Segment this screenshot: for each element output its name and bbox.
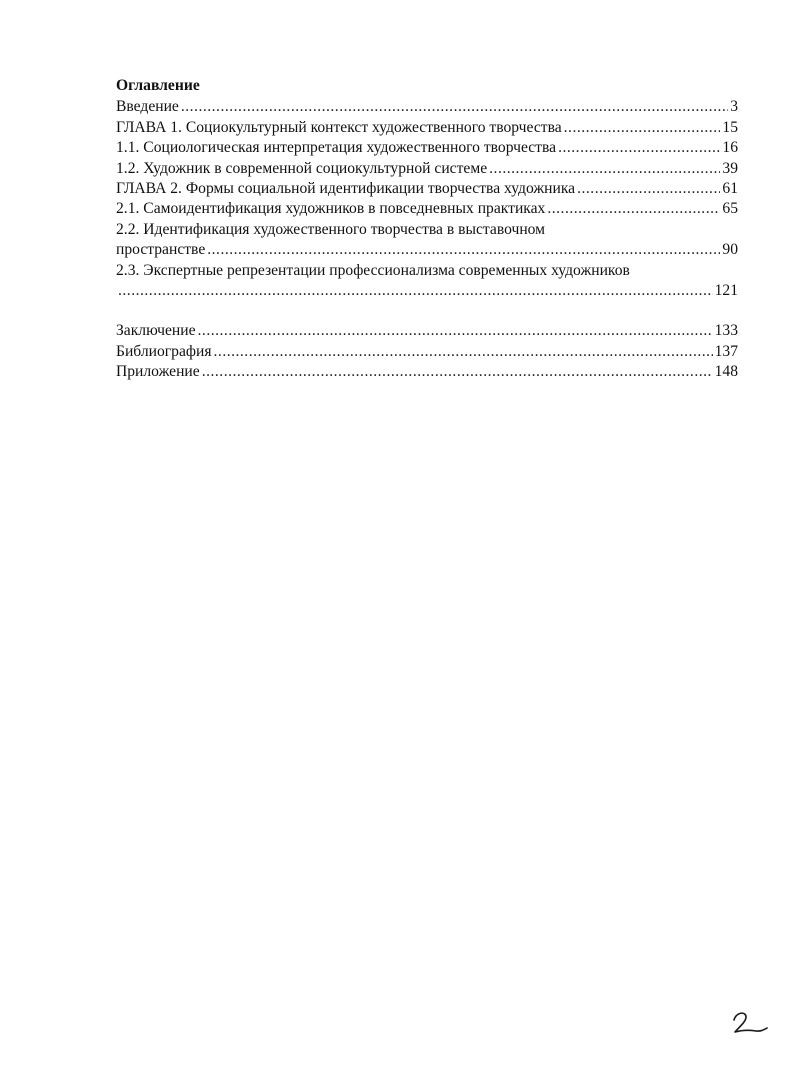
toc-page-number: 133 (714, 322, 738, 340)
dot-leader (198, 321, 713, 341)
toc-page-number: 16 (722, 139, 738, 157)
toc-entry-label: 1.1. Социологическая интерпретация художественного творчества (116, 139, 557, 157)
toc-entry-label: ГЛАВА 2. Формы социальной идентификации творчества художника (116, 180, 576, 198)
toc-entry-label: 2.3. Экспертные репрезентации профессионализма современных художников (116, 261, 630, 279)
toc-entry-section-1-2[interactable] (116, 159, 738, 179)
dot-leader (577, 179, 720, 199)
toc-page-number: 121 (714, 282, 738, 300)
dot-leader (207, 240, 720, 260)
toc-entry-bibliography[interactable] (116, 342, 738, 362)
toc-page-number: 148 (714, 363, 738, 381)
dot-leader (214, 342, 713, 362)
toc-list (116, 97, 738, 382)
toc-entry-chapter-2[interactable] (116, 179, 738, 199)
toc-entry-label: 2.1. Самоидентификация художников в повседневных практиках (116, 200, 546, 218)
toc-page-number: 65 (722, 200, 738, 218)
toc-page-number: 61 (722, 180, 738, 198)
toc-entry-chapter-1[interactable] (116, 118, 738, 138)
dot-leader (202, 362, 713, 382)
dot-leader (547, 199, 720, 219)
dot-leader (558, 138, 720, 158)
toc-page-number: 15 (722, 118, 738, 136)
toc-title: Оглавление (116, 77, 200, 94)
toc-entry-section-2-1[interactable] (116, 199, 738, 219)
toc-entry-label: 1.2. Художник в современной социокультурной системе (116, 159, 488, 177)
toc-entry-continuation (116, 240, 738, 260)
toc-page-number: 3 (730, 98, 738, 116)
handwritten-page-number-icon (730, 1008, 770, 1038)
dot-leader (181, 97, 728, 117)
toc-entry-label: Заключение (116, 322, 196, 340)
toc-entry-conclusion[interactable] (116, 321, 738, 341)
toc-entry-introduction[interactable] (116, 97, 738, 117)
dot-leader (118, 281, 713, 301)
dot-leader (489, 159, 720, 179)
toc-entry-label: 2.2. Идентификация художественного творчества в выставочном (116, 220, 546, 238)
toc-entry-section-1-1[interactable] (116, 138, 738, 158)
toc-entry-label: ГЛАВА 1. Социокультурный контекст художественного творчества (116, 118, 562, 136)
toc-entry-section-2-2[interactable] (116, 220, 738, 261)
toc-entry-appendix[interactable] (116, 362, 738, 382)
toc-entry-label: Приложение (116, 363, 200, 381)
toc-entry-label-cont: пространстве (116, 241, 206, 259)
toc-page-number: 90 (722, 241, 738, 259)
toc-page-number: 39 (722, 159, 738, 177)
table-of-contents (116, 76, 738, 383)
toc-entry-continuation (116, 281, 738, 301)
dot-leader (564, 118, 721, 138)
toc-entry-label: Библиография (116, 342, 212, 360)
toc-entry-label: Введение (116, 98, 179, 116)
toc-entry-section-2-3[interactable] (116, 261, 738, 302)
toc-page-number: 137 (714, 342, 738, 360)
